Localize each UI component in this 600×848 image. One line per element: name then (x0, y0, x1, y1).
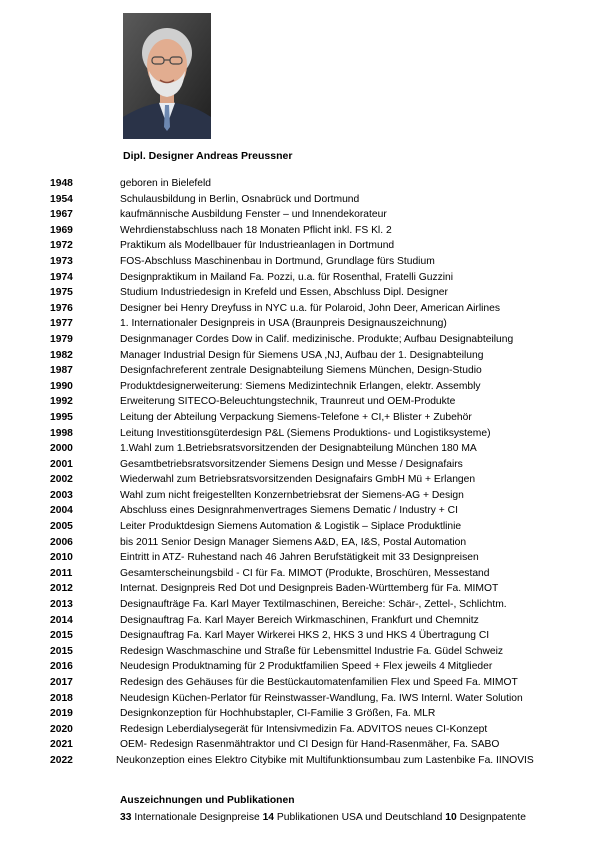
timeline-year: 2006 (50, 536, 73, 548)
timeline-row (50, 488, 570, 504)
timeline-description: Gesamterscheinungsbild - CI für Fa. MIMOT (Produkte, Broschüren, Messestand (120, 567, 490, 579)
timeline-year: 2020 (50, 723, 73, 735)
career-timeline (50, 176, 570, 769)
timeline-description: Leiter Produktdesign Siemens Automation & Logistik – Siplace Produktlinie (120, 521, 462, 533)
timeline-description: Leitung der Abteilung Verpackung Siemens-Telefone + CI,+ Blister + Zubehör (120, 411, 472, 423)
timeline-year: 2015 (50, 630, 73, 642)
timeline-row (50, 270, 570, 286)
timeline-year: 1979 (50, 333, 73, 345)
timeline-description: Eintritt in ATZ- Ruhestand nach 46 Jahren Berufstätigkeit mit 33 Designpreisen (120, 552, 479, 564)
timeline-row (50, 457, 570, 473)
timeline-row (50, 441, 570, 457)
timeline-row (50, 394, 570, 410)
timeline-description: kaufmännische Ausbildung Fenster – und Innendekorateur (120, 209, 387, 221)
timeline-year: 2004 (50, 505, 73, 517)
timeline-year: 2018 (50, 692, 73, 704)
timeline-row (50, 238, 570, 254)
timeline-row (50, 691, 570, 707)
timeline-description: 1. Internationaler Designpreis in USA (Braunpreis Designauszeichnung) (120, 318, 447, 330)
timeline-description: Designer bei Henry Dreyfuss in NYC u.a. für Polaroid, John Deer, American Airlines (120, 302, 501, 314)
person-name: Dipl. Designer Andreas Preussner (123, 150, 293, 162)
timeline-year: 1948 (50, 178, 73, 189)
timeline-description: Wehrdienstabschluss nach 18 Monaten Pflicht inkl. FS Kl. 2 (120, 224, 392, 236)
timeline-description: FOS-Abschluss Maschinenbau in Dortmund, Grundlage fürs Studium (120, 255, 435, 267)
timeline-year: 1976 (50, 302, 73, 314)
timeline-year: 1987 (50, 365, 73, 377)
timeline-row (50, 706, 570, 722)
timeline-row (50, 628, 570, 644)
timeline-year: 2001 (50, 458, 73, 470)
timeline-row (50, 192, 570, 208)
timeline-row (50, 566, 570, 582)
timeline-description: Manager Industrial Design für Siemens USA ,NJ, Aufbau der 1. Designabteilung (120, 349, 484, 361)
timeline-description: Leitung Investitionsgüterdesign P&L (Siemens Produktions- und Logistiksysteme) (120, 427, 491, 439)
timeline-row (50, 207, 570, 223)
timeline-description: Schulausbildung in Berlin, Osnabrück und Dortmund (120, 193, 360, 205)
timeline-year: 1967 (50, 209, 73, 221)
timeline-description: bis 2011 Senior Design Manager Siemens A&D, EA, I&S, Postal Automation (120, 536, 467, 548)
timeline-row (50, 316, 570, 332)
timeline-description: Designmanager Cordes Dow in Calif. medizinische. Produkte; Aufbau Designabteilung (120, 333, 514, 345)
timeline-description: Designaufträge Fa. Karl Mayer Textilmaschinen, Bereiche: Schär-, Zettel-, Schlichtm. (120, 599, 507, 611)
timeline-description: Abschluss eines Designrahmenvertrages Siemens Dematic / Industry + CI (120, 505, 458, 517)
timeline-year: 1992 (50, 396, 73, 408)
timeline-year: 2011 (50, 567, 73, 579)
timeline-description: Designpraktikum in Mailand Fa. Pozzi, u.a. für Rosenthal, Fratelli Guzzini (120, 271, 454, 283)
timeline-year: 1995 (50, 411, 73, 423)
timeline-row (50, 332, 570, 348)
timeline-row (50, 348, 570, 364)
timeline-description: Wahl zum nicht freigestellten Konzernbetriebsrat der Siemens-AG + Design (120, 489, 464, 501)
timeline-description: Neukonzeption eines Elektro Citybike mit Multifunktionsumbau zum Lastenbike Fa. IINOVIS (116, 754, 534, 766)
publications-count: 14 (262, 812, 275, 823)
timeline-year: 1977 (50, 318, 73, 330)
timeline-year: 1982 (50, 349, 73, 361)
timeline-year: 2015 (50, 645, 73, 657)
timeline-description: OEM- Redesign Rasenmähtraktor und CI Design für Hand-Rasenmäher, Fa. SABO (120, 739, 500, 751)
timeline-row (50, 535, 570, 551)
timeline-year: 2005 (50, 521, 73, 533)
timeline-row (50, 737, 570, 753)
timeline-description: Wiederwahl zum Betriebsratsvorsitzenden Designafairs GmbH Mü + Erlangen (120, 474, 476, 486)
timeline-row (50, 659, 570, 675)
publications-label: Publikationen USA und Deutschland (276, 812, 443, 823)
timeline-year: 2017 (50, 677, 73, 688)
timeline-year: 1974 (50, 271, 73, 283)
timeline-row (50, 363, 570, 379)
prizes-count: 33 (120, 812, 132, 823)
timeline-year: 2003 (50, 489, 73, 501)
timeline-description: 1.Wahl zum 1.Betriebsratsvorsitzenden der Designabteilung München 180 MA (120, 443, 477, 455)
portrait-illustration (123, 13, 211, 139)
timeline-description: Neudesign Küchen-Perlator für Reinstwasser-Wandlung, Fa. IWS Internl. Water Solution (120, 692, 523, 704)
timeline-description: Redesign Waschmaschine und Straße für Lebensmittel Industrie Fa. Güdel Schweiz (120, 645, 504, 657)
timeline-description: Neudesign Produktnaming für 2 Produktfamilien Speed + Flex jeweils 4 Mitglieder (120, 661, 493, 673)
timeline-year: 1990 (50, 380, 73, 392)
timeline-year: 2002 (50, 474, 73, 486)
timeline-year: 1972 (50, 240, 73, 252)
timeline-row (50, 285, 570, 301)
timeline-description: Studium Industriedesign in Krefeld und Essen, Abschluss Dipl. Designer (120, 287, 448, 299)
portrait-photo (123, 13, 211, 139)
timeline-row (50, 597, 570, 613)
timeline-row (50, 379, 570, 395)
timeline-year: 2021 (50, 739, 73, 751)
timeline-row (50, 254, 570, 270)
patents-label: Designpatente (459, 812, 526, 823)
timeline-description: Internat. Designpreis Red Dot und Designpreis Baden-Württemberg für Fa. MIMOT (120, 583, 499, 595)
timeline-description: Gesamtbetriebsratsvorsitzender Siemens Design und Messe / Designafairs (120, 458, 463, 470)
timeline-year: 2019 (50, 708, 73, 720)
timeline-description: Produktdesignerweiterung: Siemens Medizintechnik Erlangen, elektr. Assembly (120, 380, 481, 392)
awards-heading: Auszeichnungen und Publikationen (120, 795, 295, 806)
timeline-row (50, 550, 570, 566)
timeline-description: Redesign des Gehäuses für die Bestückautomatenfamilien Flex und Speed Fa. MIMOT (120, 677, 518, 688)
timeline-row (50, 581, 570, 597)
prizes-label: Internationale Designpreise (134, 812, 260, 823)
timeline-description: Designauftrag Fa. Karl Mayer Bereich Wirkmaschinen, Frankfurt und Chemnitz (120, 614, 479, 626)
timeline-year: 1998 (50, 427, 73, 439)
timeline-row (50, 301, 570, 317)
timeline-row (50, 519, 570, 535)
timeline-year: 1975 (50, 287, 73, 299)
timeline-row (50, 426, 570, 442)
timeline-row (50, 644, 570, 660)
timeline-description: Praktikum als Modellbauer für Industrieanlagen in Dortmund (120, 240, 395, 252)
timeline-row (50, 722, 570, 738)
timeline-row (50, 675, 570, 691)
timeline-row (50, 503, 570, 519)
timeline-row (50, 410, 570, 426)
timeline-row (50, 472, 570, 488)
timeline-year: 1954 (50, 193, 73, 205)
timeline-row (50, 613, 570, 629)
patents-count: 10 (445, 812, 457, 823)
timeline-row (50, 176, 570, 192)
timeline-description: Erweiterung SITECO-Beleuchtungstechnik, Traunreut und OEM-Produkte (120, 396, 456, 408)
timeline-year: 2012 (50, 583, 73, 595)
timeline-year: 1969 (50, 224, 73, 236)
timeline-year: 2022 (50, 754, 73, 766)
timeline-description: Designauftrag Fa. Karl Mayer Wirkerei HKS 2, HKS 3 und HKS 4 Übertragung CI (120, 630, 490, 642)
timeline-year: 2014 (50, 614, 73, 626)
timeline-year: 2000 (50, 443, 73, 455)
timeline-row (50, 223, 570, 239)
timeline-description: Redesign Leberdialysegerät für Intensivmedizin Fa. ADVITOS neues CI-Konzept (120, 723, 488, 735)
timeline-description: Designkonzeption für Hochhubstapler, CI-Familie 3 Größen, Fa. MLR (120, 708, 436, 720)
timeline-year: 2016 (50, 661, 73, 673)
timeline-description: geboren in Bielefeld (120, 178, 212, 189)
timeline-year: 2013 (50, 599, 73, 611)
timeline-year: 1973 (50, 255, 73, 267)
timeline-year: 2010 (50, 552, 73, 564)
awards-summary (120, 812, 526, 823)
timeline-row (50, 753, 570, 769)
timeline-description: Designfachreferent zentrale Designabteilung Siemens München, Design-Studio (120, 365, 482, 377)
